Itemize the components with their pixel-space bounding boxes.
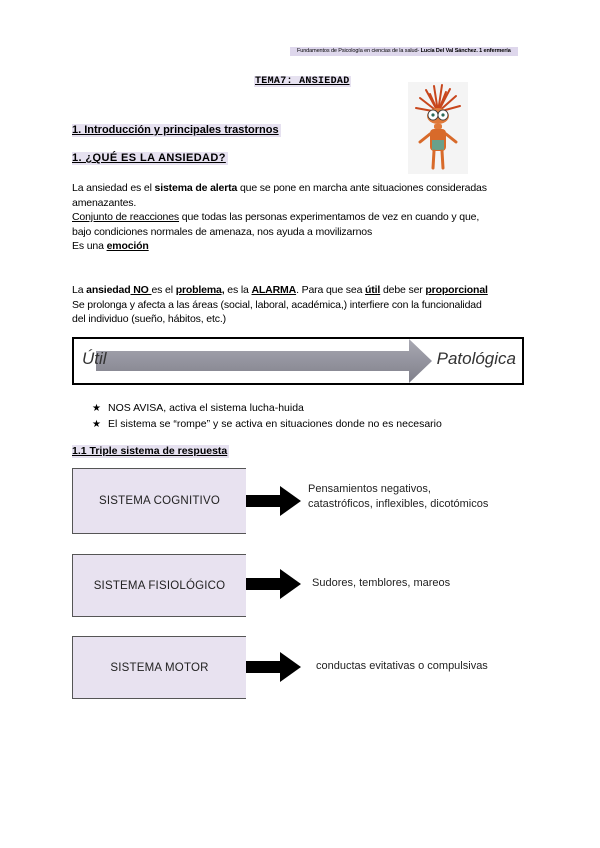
definition-line-1: La ansiedad es el sistema de alerta que se pone en marcha ante situaciones consideradas <box>72 182 487 194</box>
alarm-line-2: Se prolonga y afecta a las áreas (social, laboral, académica,) interfiere con la funcionalidad <box>72 298 482 311</box>
section-heading-intro: 1. Introducción y principales trastornos <box>72 124 279 136</box>
bullet-list <box>92 401 442 432</box>
list-item: ★ El sistema se “rompe” y se activa en situaciones donde no es necesario <box>92 417 442 433</box>
scale-label-useful: Útil <box>82 349 107 368</box>
system-name: SISTEMA FISIOLÓGICO <box>93 579 226 592</box>
arrow-right-icon <box>246 486 302 516</box>
definition-paragraph <box>72 181 528 254</box>
definition-line-4: bajo condiciones normales de amenaza, nos ayuda a movilizarnos <box>72 225 373 238</box>
star-bullet-icon: ★ <box>92 403 101 414</box>
definition-line-3: Conjunto de reacciones que todas las personas experimentamos de vez en cuando y que, <box>72 211 480 223</box>
character-illustration <box>408 82 468 174</box>
alarm-line-3: del individuo (sueño, hábitos, etc.) <box>72 313 226 325</box>
page-title: TEMA7: ANSIEDAD <box>255 76 350 87</box>
arrow-right-icon <box>246 652 302 682</box>
definition-line-2: amenazantes. <box>72 196 137 209</box>
alarm-line-1: La ansiedad NO es el problema, es la ALARMA. Para que sea útil debe ser proporcional <box>72 284 488 296</box>
system-name: SISTEMA COGNITIVO <box>99 495 220 507</box>
header-author: Lucía Del Val Sánchez. 1 enfermería <box>420 48 511 54</box>
usefulness-scale <box>72 337 524 385</box>
list-item: ★ NOS AVISA, activa el sistema lucha-huida <box>92 401 442 417</box>
system-physiological-description: Sudores, temblores, mareos <box>312 577 451 589</box>
alarm-paragraph <box>72 283 528 327</box>
system-motor-box <box>72 636 246 699</box>
scale-label-pathological: Patológica <box>436 349 516 368</box>
system-name: SISTEMA MOTOR <box>110 661 209 674</box>
header-text <box>297 47 511 56</box>
system-physiological-box <box>72 554 246 617</box>
arrow-right-icon <box>246 569 302 599</box>
system-cognitive-description: Pensamientos negativos, catastróficos, inflexibles, dicotómicos <box>308 483 489 510</box>
section-heading-triple-system: 1.1 Triple sistema de respuesta <box>72 445 228 457</box>
section-heading-what-is: 1. ¿QUÉ ES LA ANSIEDAD? <box>72 152 226 164</box>
system-cognitive-box <box>72 468 246 534</box>
system-motor-description: conductas evitativas o compulsivas <box>316 660 488 672</box>
definition-line-5: Es una emoción <box>72 240 149 252</box>
header-course: Fundamentos de Psicología en ciencias de la salud- <box>297 48 420 54</box>
star-bullet-icon: ★ <box>92 418 101 430</box>
